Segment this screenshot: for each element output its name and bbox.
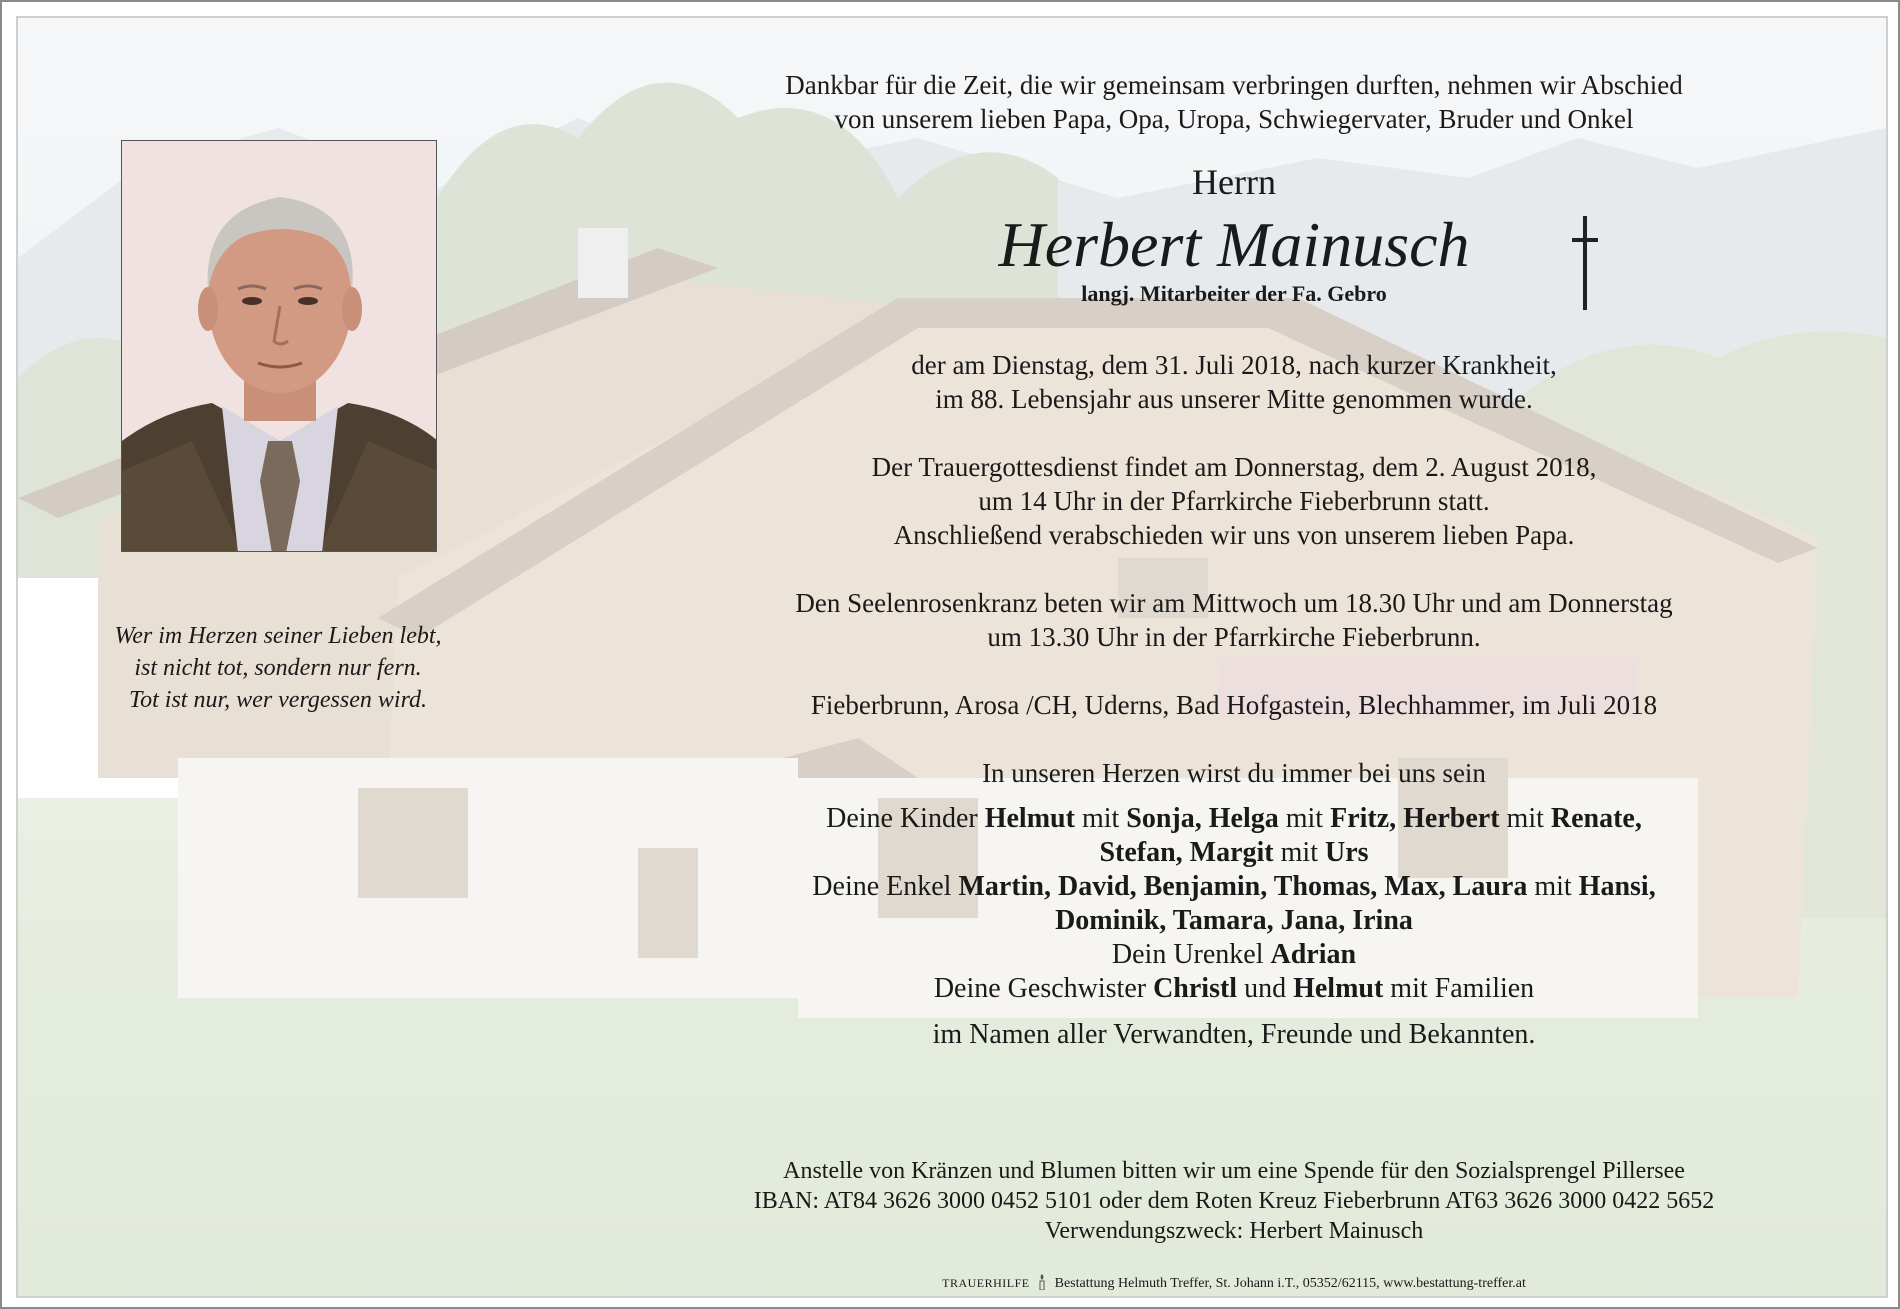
rosary-line: um 13.30 Uhr in der Pfarrkirche Fieberbrunn. xyxy=(987,622,1481,652)
siblings-line: Deine Geschwister Christl und Helmut mit Familien xyxy=(933,973,1535,1004)
death-notice xyxy=(638,348,1830,416)
death-line: im 88. Lebensjahr aus unserer Mitte genommen wurde. xyxy=(935,384,1533,414)
grandchildren-line: Dominik, Tamara, Jana, Irina xyxy=(1055,905,1413,936)
places-date: Fieberbrunn, Arosa /CH, Uderns, Bad Hofgastein, Blechhammer, im Juli 2018 xyxy=(810,690,1658,720)
funeral-line: um 14 Uhr in der Pfarrkirche Fieberbrunn statt. xyxy=(978,486,1490,516)
footer-brand: TRAUERHILFE xyxy=(942,1276,1030,1290)
donation-line: Anstelle von Kränzen und Blumen bitten wir um eine Spende für den Sozialsprengel Pillersee xyxy=(783,1158,1685,1184)
donation-notice xyxy=(638,1156,1830,1246)
family-list xyxy=(638,802,1830,1052)
deceased-name: Herbert Mainusch xyxy=(998,209,1470,280)
grandchildren-line: Deine Enkel Martin, David, Benjamin, Thomas, Max, Laura mit Hansi, xyxy=(812,871,1656,902)
deceased-occupation: langj. Mitarbeiter der Fa. Gebro xyxy=(1081,281,1387,306)
closing-line: im Namen aller Verwandten, Freunde und Bekannten. xyxy=(932,1019,1536,1050)
rosary-line: Den Seelenrosenkranz beten wir am Mittwoch um 18.30 Uhr und am Donnerstag xyxy=(795,588,1673,618)
children-line: Deine Kinder Helmut mit Sonja, Helga mit Fritz, Herbert mit Renate, xyxy=(826,803,1642,834)
undertaker-footer xyxy=(638,1274,1830,1293)
portrait-photo xyxy=(121,140,437,552)
intro-line: von unserem lieben Papa, Opa, Uropa, Schwiegervater, Bruder und Onkel xyxy=(834,104,1634,134)
children-line: Stefan, Margit mit Urs xyxy=(1099,837,1369,868)
rosary-notice xyxy=(638,586,1830,654)
footer-text: Bestattung Helmuth Treffer, St. Johann i.T., 05352/62115, www.bestattung-treffer.at xyxy=(1054,1276,1526,1291)
obituary-text xyxy=(638,68,1830,1052)
death-line: der am Dienstag, dem 31. Juli 2018, nach kurzer Krankheit, xyxy=(911,350,1557,380)
memorial-poem xyxy=(78,620,478,716)
donation-line: IBAN: AT84 3626 3000 0452 5101 oder dem Roten Kreuz Fieberbrunn AT63 3626 3000 0422 5652 xyxy=(753,1188,1715,1214)
obituary-frame xyxy=(16,16,1888,1298)
poem-line: Tot ist nur, wer vergessen wird. xyxy=(128,687,428,713)
donation-line: Verwendungszweck: Herbert Mainusch xyxy=(1044,1218,1424,1244)
intro-line: Dankbar für die Zeit, die wir gemeinsam verbringen durften, nehmen wir Abschied xyxy=(785,70,1683,100)
funeral-line: Der Trauergottesdienst findet am Donnerstag, dem 2. August 2018, xyxy=(871,452,1597,482)
poem-line: Wer im Herzen seiner Lieben lebt, xyxy=(114,623,442,649)
funeral-line: Anschließend verabschieden wir uns von unserem lieben Papa. xyxy=(893,520,1575,550)
funeral-notice xyxy=(638,450,1830,552)
candle-logo-icon xyxy=(1037,1274,1047,1290)
great-grandchild-line: Dein Urenkel Adrian xyxy=(1111,939,1357,970)
heart-line: In unseren Herzen wirst du immer bei uns sein xyxy=(982,758,1486,788)
salutation: Herrn xyxy=(1192,162,1276,202)
poem-line: ist nicht tot, sondern nur fern. xyxy=(134,655,422,681)
